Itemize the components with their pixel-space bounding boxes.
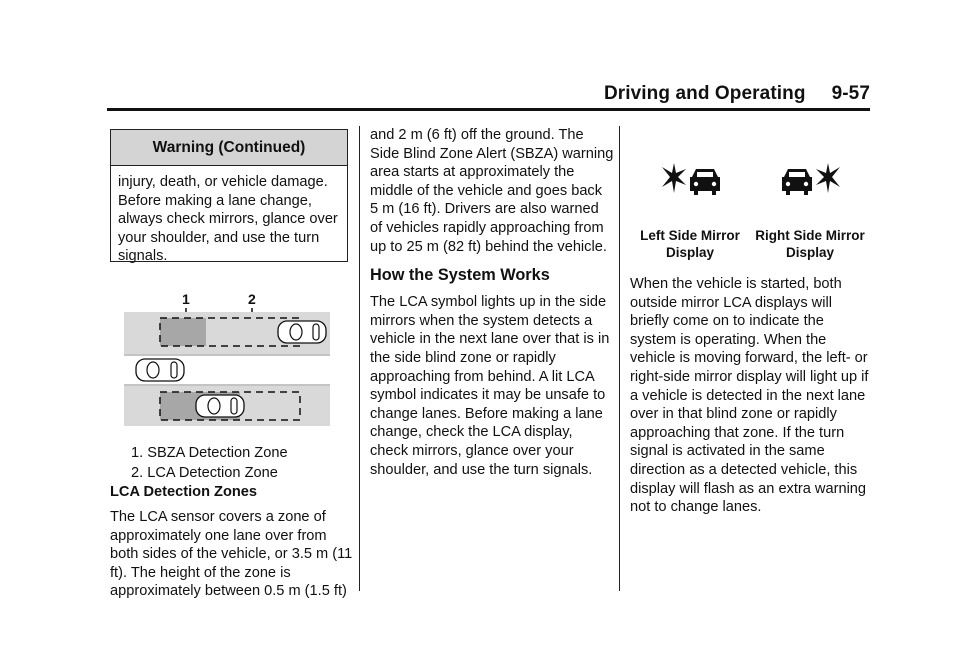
middle-column xyxy=(370,126,614,479)
middle-paragraph-1: and 2 m (6 ft) off the ground. The Side Blind Zone Alert (SBZA) warning area starts at approximately the middle of the vehicle and goes back 5 m (16 ft). Drivers are also warned of vehicles rapidly approaching from up to 25 m (82 ft) behind the vehicle. xyxy=(370,127,614,255)
subheading-lca-zones: LCA Detection Zones xyxy=(110,484,258,500)
mirror-display-text: When the vehicle is started, both outside mirror LCA displays will briefly come on to indicate the system is operating. When the vehicle is moving forward, the left- or right-side mirror display will light up if a vehicle is detected in the next lane over in that blind zone or rapidly approaching that zone. If the turn signal is activated in the same direction as a detected vehicle, this display will flash as an extra warning not to change lanes. xyxy=(630,276,869,516)
right-column-paragraph xyxy=(630,275,870,517)
callout-1: 1 xyxy=(182,291,190,307)
callout-2: 2 xyxy=(248,291,256,307)
column-divider-1 xyxy=(359,126,360,591)
page-number: 9-57 xyxy=(831,83,870,104)
middle-paragraph-2: The LCA symbol lights up in the side mirrors when the system detects a vehicle in the next lane over that is in the side blind zone or rapidly approaching from behind. A lit LCA symbol indicates it may be unsafe to change lanes. Before making a lane change, check the LCA display, check mirrors, glance over your shoulder, and use the turn signals. xyxy=(370,294,610,478)
warning-box xyxy=(110,129,348,265)
running-header xyxy=(598,83,870,105)
mirror-display-icons xyxy=(630,155,870,215)
lane-top xyxy=(124,312,330,354)
vehicle-bottom-lane xyxy=(196,395,244,417)
warning-body: injury, death, or vehicle damage. Before making a lane change, always check mirrors, glance over your shoulder, and use the turn signals. xyxy=(118,174,338,265)
caption-sbza: 1. SBZA Detection Zone xyxy=(131,445,288,461)
heading-how-system-works: How the System Works xyxy=(370,266,550,285)
left-mirror-label: Left Side Mirror Display xyxy=(640,228,740,260)
lca-zone-text: The LCA sensor covers a zone of approximately one lane over from both sides of the vehicle, or 3.5 m (11 ft). The height of the zone is approximately between 0.5 m (1.5 ft) xyxy=(110,509,353,600)
detection-zone-diagram xyxy=(120,286,340,436)
right-mirror-label: Right Side Mirror Display xyxy=(755,228,865,260)
section-title: Driving and Operating xyxy=(603,83,806,104)
host-vehicle xyxy=(136,359,184,381)
warning-title: Warning (Continued) xyxy=(111,130,347,166)
lane-bottom xyxy=(124,386,330,426)
vehicle-top-lane xyxy=(278,321,326,343)
lca-left-mirror-icon xyxy=(662,163,720,195)
column-divider-2 xyxy=(619,126,620,591)
left-column-paragraph xyxy=(110,508,354,601)
header-rule xyxy=(107,108,870,111)
lane-middle xyxy=(124,355,330,385)
caption-lca: 2. LCA Detection Zone xyxy=(131,465,278,481)
lca-right-mirror-icon xyxy=(782,163,840,195)
